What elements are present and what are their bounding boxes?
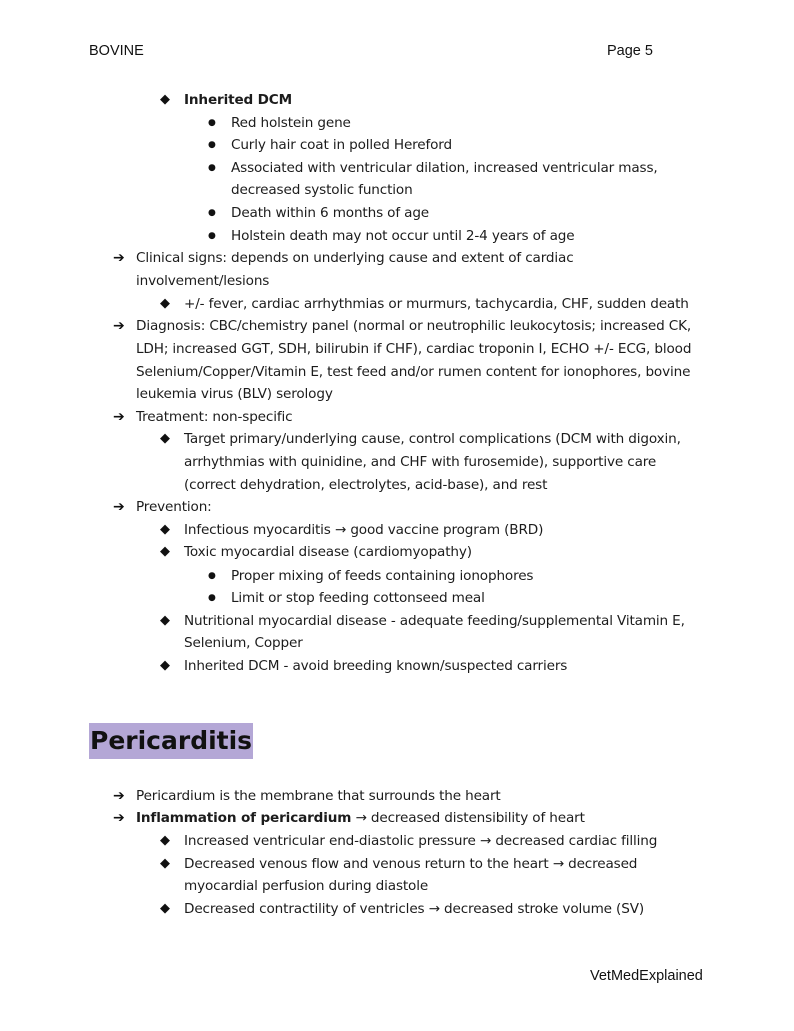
pericarditis-effect: Decreased venous flow and venous return to the heart → decreased xyxy=(184,856,638,872)
list-item-continuation: decreased systolic function xyxy=(231,182,413,198)
footer-brand: VetMedExplained xyxy=(590,968,703,984)
inflammation-rest: → decreased distensibility of heart xyxy=(351,810,585,826)
dot-bullet-icon: ● xyxy=(208,571,216,581)
diamond-bullet-icon: ◆ xyxy=(160,613,170,628)
arrow-bullet-icon: ➔ xyxy=(113,250,125,266)
prevention-item: Infectious myocarditis → good vaccine program (BRD) xyxy=(184,522,544,538)
treatment-text: Treatment: non-specific xyxy=(136,409,293,425)
prevention-item: Nutritional myocardial disease - adequate feeding/supplemental Vitamin E, xyxy=(184,613,685,629)
header-section-label: BOVINE xyxy=(89,43,144,59)
header-page-number: Page 5 xyxy=(607,43,653,59)
arrow-bullet-icon: ➔ xyxy=(113,810,125,826)
inflammation-line xyxy=(136,807,585,829)
treatment-detail-cont: arrhythmias with quinidine, and CHF with furosemide), supportive care xyxy=(184,454,657,470)
dot-bullet-icon: ● xyxy=(208,593,216,603)
diamond-bullet-icon: ◆ xyxy=(160,833,170,848)
prevention-item-cont: Selenium, Copper xyxy=(184,635,303,651)
inflammation-bold: Inflammation of pericardium xyxy=(136,810,352,826)
diamond-bullet-icon: ◆ xyxy=(160,856,170,871)
dot-bullet-icon: ● xyxy=(208,118,216,128)
list-item: Curly hair coat in polled Hereford xyxy=(231,137,452,153)
clinical-signs-detail: +/- fever, cardiac arrhythmias or murmurs, tachycardia, CHF, sudden death xyxy=(184,296,689,312)
treatment-detail: Target primary/underlying cause, control complications (DCM with digoxin, xyxy=(184,431,681,447)
diagnosis-text-cont: LDH; increased GGT, SDH, bilirubin if CHF), cardiac troponin I, ECHO +/- ECG, blood xyxy=(136,341,692,357)
arrow-bullet-icon: ➔ xyxy=(113,788,125,804)
list-item: Associated with ventricular dilation, increased ventricular mass, xyxy=(231,160,658,176)
diamond-bullet-icon: ◆ xyxy=(160,658,170,673)
diamond-bullet-icon: ◆ xyxy=(160,92,170,107)
clinical-signs-text-cont: involvement/lesions xyxy=(136,273,270,289)
treatment-detail-cont: (correct dehydration, electrolytes, acid-base), and rest xyxy=(184,477,548,493)
prevention-item: Toxic myocardial disease (cardiomyopathy) xyxy=(184,544,472,560)
diagnosis-text: Diagnosis: CBC/chemistry panel (normal or neutrophilic leukocytosis; increased CK, xyxy=(136,318,692,334)
diamond-bullet-icon: ◆ xyxy=(160,431,170,446)
clinical-signs-text: Clinical signs: depends on underlying cause and extent of cardiac xyxy=(136,250,574,266)
diamond-bullet-icon: ◆ xyxy=(160,901,170,916)
arrow-bullet-icon: ➔ xyxy=(113,409,125,425)
dot-bullet-icon: ● xyxy=(208,231,216,241)
section-title-pericarditis: Pericarditis xyxy=(89,723,253,759)
arrow-bullet-icon: ➔ xyxy=(113,318,125,334)
dot-bullet-icon: ● xyxy=(208,163,216,173)
list-item: Proper mixing of feeds containing ionophores xyxy=(231,568,534,584)
diamond-bullet-icon: ◆ xyxy=(160,544,170,559)
pericardium-definition: Pericardium is the membrane that surrounds the heart xyxy=(136,788,501,804)
prevention-item: Inherited DCM - avoid breeding known/suspected carriers xyxy=(184,658,568,674)
list-item: Death within 6 months of age xyxy=(231,205,430,221)
dot-bullet-icon: ● xyxy=(208,140,216,150)
pericarditis-effect: Decreased contractility of ventricles → decreased stroke volume (SV) xyxy=(184,901,644,917)
prevention-heading: Prevention: xyxy=(136,499,212,515)
dot-bullet-icon: ● xyxy=(208,208,216,218)
diamond-bullet-icon: ◆ xyxy=(160,296,170,311)
list-item: Holstein death may not occur until 2-4 years of age xyxy=(231,228,575,244)
diagnosis-text-cont: leukemia virus (BLV) serology xyxy=(136,386,333,402)
arrow-bullet-icon: ➔ xyxy=(113,499,125,515)
pericarditis-effect-cont: myocardial perfusion during diastole xyxy=(184,878,429,894)
list-item: Red holstein gene xyxy=(231,115,351,131)
diamond-bullet-icon: ◆ xyxy=(160,522,170,537)
pericarditis-effect: Increased ventricular end-diastolic pressure → decreased cardiac filling xyxy=(184,833,658,849)
inherited-dcm-heading: Inherited DCM xyxy=(184,92,293,108)
diagnosis-text-cont: Selenium/Copper/Vitamin E, test feed and/or rumen content for ionophores, bovine xyxy=(136,364,691,380)
list-item: Limit or stop feeding cottonseed meal xyxy=(231,590,485,606)
